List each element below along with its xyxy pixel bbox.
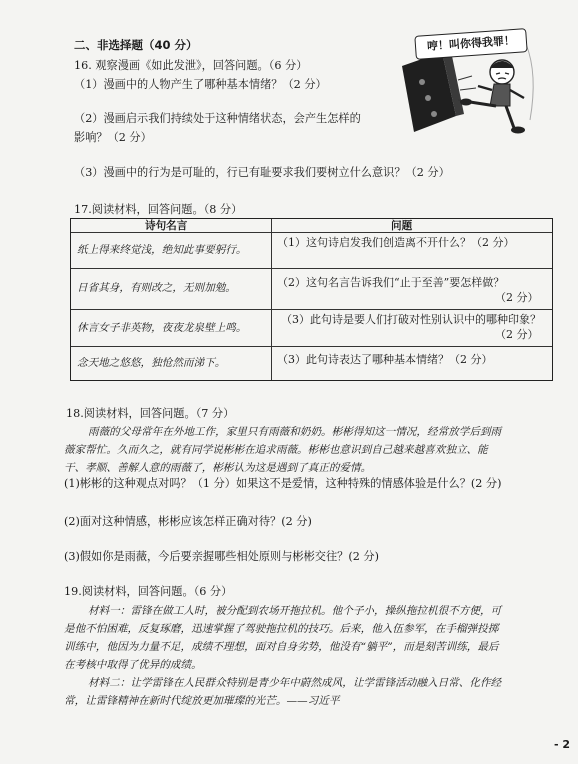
table-row-quote: 休言女子非英物，夜夜龙泉壁上鸣。 [77, 322, 247, 334]
table-header-quote: 诗句名言 [145, 220, 188, 232]
table-row-quote: 纸上得来终觉浅，绝知此事要躬行。 [77, 244, 247, 256]
q19-material-line: 是他不怕困难，反复琢磨，迅速掌握了驾驶拖拉机的技巧。后来，他入伍参军，在手榴弹投掷 [64, 623, 499, 635]
q17-table [70, 218, 553, 381]
q18-sub2: (2)面对这种情感，彬彬应该怎样正确对待？(2 分) [64, 515, 312, 528]
table-divider [71, 346, 552, 347]
table-row-score: （2 分） [495, 328, 539, 341]
q16-sub3: （3）漫画中的行为是可耻的，行已有耻要求我们要树立什么意识？（2 分） [74, 166, 450, 179]
q18-material-line: 雨薇的父母常年在外地工作，家里只有雨薇和奶奶。彬彬得知这一情况，经常放学后到雨 [88, 426, 502, 438]
q19-material-line: 材料二：让学雷锋在人民群众特别是青少年中蔚然成风，让学雷锋活动融入日常、化作经 [88, 677, 502, 689]
table-row-question: （2）这句名言告诉我们“止于至善”要怎样做？ [277, 276, 505, 289]
q18-material-line: 薇家帮忙。久而久之，就有同学说彬彬在追求雨薇。彬彬也意识到自己越来越喜欢独立、能 [64, 444, 488, 456]
q16-sub2-line1: （2）漫画启示我们持续处于这种情绪状态，会产生怎样的 [74, 112, 361, 125]
q18-sub3: (3)假如你是雨薇，今后要亲握哪些相处原则与彬彬交往？(2 分) [64, 550, 379, 563]
table-divider [71, 232, 552, 233]
q19-material-line: 材料一：雷锋在做工人时，被分配到农场开拖拉机。他个子小，操纵拖拉机很不方便，可 [88, 605, 502, 617]
table-header-question: 问题 [391, 220, 413, 232]
q19-material-line: 常，让雷锋精神在新时代绽放更加璀璨的光芒。——习近平 [64, 695, 340, 707]
table-row-question: （3）此句诗是要人们打破对性别认识中的哪种印象？ [281, 313, 541, 326]
page-number: - 2 [553, 738, 570, 751]
table-row-quote: 日省其身，有则改之，无则加勉。 [77, 282, 236, 294]
table-row-question: （3）此句诗表达了哪种基本情绪？（2 分） [277, 353, 493, 366]
q19-title: 19.阅读材料，回答问题。（6 分） [64, 585, 233, 598]
q16-sub1: （1）漫画中的人物产生了哪种基本情绪？（2 分） [74, 78, 327, 91]
q19-material-line: 在考核中取得了优异的成绩。 [64, 659, 202, 671]
q18-sub1: (1)彬彬的这种观点对吗？（1 分）如果这不是爱情，这种特殊的情感体验是什么？(2 分) [64, 477, 502, 490]
q16-sub2-line2: 影响？（2 分） [74, 131, 152, 144]
comic-speech-bubble: 哼！叫你得我罪！ [414, 28, 527, 60]
table-row-score: （2 分） [495, 291, 539, 304]
table-divider [71, 268, 552, 269]
q18-material-line: 干、孝顺、善解人意的雨薇了，彬彬认为这是遇到了真正的爱情。 [64, 462, 372, 474]
q17-title: 17.阅读材料，回答问题。（8 分） [74, 203, 243, 216]
table-divider [71, 309, 552, 310]
q16-title: 16. 观察漫画《如此发泄》，回答问题。（6 分） [74, 59, 308, 72]
table-divider [271, 219, 272, 380]
table-row-question: （1）这句诗启发我们创造离不开什么？（2 分） [277, 236, 515, 249]
section-title: 二、非选择题（40 分） [74, 38, 198, 52]
q18-title: 18.阅读材料，回答问题。（7 分） [66, 407, 235, 420]
q19-material-line: 训练中，他因为力量不足，成绩不理想，面对自身劣势，他没有“躺平”，而是刻苦训练，最后 [64, 641, 499, 653]
table-row-quote: 念天地之悠悠，独怆然而涕下。 [77, 357, 226, 369]
